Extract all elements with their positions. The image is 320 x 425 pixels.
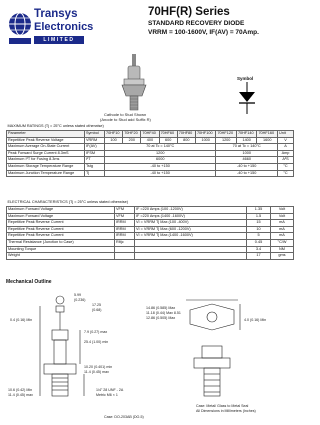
row-unit: °C — [278, 170, 294, 177]
max-ratings-table — [6, 124, 294, 177]
table-row — [7, 220, 294, 227]
row-symbol: IRRM — [115, 233, 135, 240]
row-param: Weight — [7, 253, 115, 260]
case-label: Case: DO-203AB (DO-5) — [104, 415, 144, 419]
diode-symbol-icon — [236, 82, 258, 116]
table-row — [7, 157, 294, 164]
table-row — [7, 213, 294, 220]
dim-label: 4.0 (0.16) Min — [244, 318, 267, 322]
dim-label: 10.6 (0.42) Min — [8, 388, 33, 392]
row-unit: °C/W — [271, 240, 294, 247]
row-unit: °C — [278, 164, 294, 171]
row-value-right: 1000 — [216, 150, 278, 157]
col-symbol: Symbol — [85, 131, 105, 138]
row-unit: Amp — [278, 150, 294, 157]
row-unit: mA — [271, 226, 294, 233]
row-value: 1.35 — [247, 207, 271, 214]
table-row — [7, 226, 294, 233]
row-value: 1400 — [236, 137, 257, 144]
row-value: 3.4 — [247, 246, 271, 253]
row-value-left: -40 to +150 — [105, 164, 216, 171]
case-note-1: Case: Metal/ Glass to Metal Seal — [196, 404, 249, 408]
dim-label: 11.4 (0.45) max — [84, 370, 109, 374]
max-ratings-note: (Tj = 25°C unless stated otherwise) — [44, 124, 104, 129]
col-parameter: Parameter — [7, 131, 85, 138]
dim-label: 11.18 (0.44) Max 8.51 — [146, 311, 181, 315]
row-symbol: Rθjc — [115, 240, 135, 247]
row-value: 5 — [247, 233, 271, 240]
col-part: 70HF60 — [159, 131, 177, 138]
series-title: 70HF(R) Series — [148, 6, 230, 18]
col-part: 70HF40 — [141, 131, 159, 138]
row-symbol — [115, 246, 135, 253]
table-row — [7, 246, 294, 253]
dim-label: 1/4" 28 UNF - 2A — [96, 388, 124, 392]
col-part: 70HF120 — [216, 131, 237, 138]
dim-label: 7.9 (0.27) max — [84, 330, 108, 334]
row-param: Peak Forward Surge Current 8.3mS — [7, 150, 85, 157]
row-condition: VI = VRRM Tj Max (600 -1200V) — [135, 226, 247, 233]
company-logo — [6, 6, 102, 50]
row-value: 0.45 — [247, 240, 271, 247]
row-param: Mounting Torque — [7, 246, 115, 253]
electrical-note: (Tj = 25°C unless stated otherwise) — [68, 200, 129, 205]
row-condition — [135, 246, 247, 253]
dim-label: 14.86 (0.585) Max — [146, 306, 176, 310]
row-value: 17 — [247, 253, 271, 260]
row-value-right: -40 to +150 — [216, 170, 278, 177]
row-symbol: IF(AV) — [85, 144, 105, 151]
row-value: 100 — [105, 137, 123, 144]
dim-label: (0.236) — [74, 298, 86, 302]
table-row — [7, 170, 294, 177]
logo-band: LIMITED — [34, 36, 84, 44]
row-value: 200 — [123, 137, 141, 144]
row-condition: IF =220 Amps (1400 -1600V) — [135, 213, 247, 220]
row-param: Repetitive Peak Reverse Current — [7, 233, 115, 240]
table-row — [7, 150, 294, 157]
row-condition: VI = VRRM Tj Max (100 -400V) — [135, 220, 247, 227]
row-param: Maximum Junction Temperature Range — [7, 170, 85, 177]
row-symbol: VFM — [115, 213, 135, 220]
row-param: Thermal Resistance (Junction to Case) — [7, 240, 115, 247]
row-symbol: VRRM — [85, 137, 105, 144]
row-param: Repetitive Peak Reverse Voltage — [7, 137, 85, 144]
logo-name: Transys — [34, 8, 78, 20]
row-value: 10 — [247, 226, 271, 233]
col-part: 70HF20 — [123, 131, 141, 138]
col-part: 70HF100 — [195, 131, 216, 138]
row-value: 15 — [247, 220, 271, 227]
row-condition — [135, 253, 247, 260]
mechanical-title: Mechanical Outline — [6, 279, 52, 285]
row-unit: NM — [271, 246, 294, 253]
row-param: Maximum Forward Voltage — [7, 213, 115, 220]
row-value: 800 — [177, 137, 195, 144]
row-value: 1200 — [216, 137, 237, 144]
row-condition: IF =220 Amps (100 -1200V) — [135, 207, 247, 214]
dim-label: 17.25 — [92, 303, 101, 307]
row-symbol: IFSM — [85, 150, 105, 157]
electrical-title: ELECTRICAL CHARACTERISTICS — [7, 200, 68, 205]
row-symbol: VFM — [115, 207, 135, 214]
diode-photo — [108, 54, 160, 114]
table-row — [7, 164, 294, 171]
table-row — [7, 207, 294, 214]
ratings-line: VRRM = 100-1600V, IF(AV) = 70Amp. — [148, 29, 259, 36]
case-note-2: All Dimensions in Millimeters (Inches) — [196, 409, 256, 413]
dim-label: 5.99 — [74, 293, 81, 297]
row-condition — [135, 240, 247, 247]
col-part: 70HF160 — [257, 131, 278, 138]
table-row — [7, 144, 294, 151]
col-part: 70HF80 — [177, 131, 195, 138]
dim-label: 11.4 (0.45) max — [8, 393, 33, 397]
table-row — [7, 253, 294, 260]
device-caption-1: Cathode to Stud Shown — [104, 112, 147, 117]
max-ratings-title: MAXIMUM RATINGS — [7, 124, 44, 129]
row-value: 1.5 — [247, 213, 271, 220]
row-value-left: 1200 — [105, 150, 216, 157]
table-row — [7, 137, 294, 144]
row-condition: VI = VRRM Tj Max (1400 -1600V) — [135, 233, 247, 240]
dim-label: 10.20 (0.401) min — [84, 365, 113, 369]
row-param: Maximum I²T for Fusing 8.3ms — [7, 157, 85, 164]
row-value: 1000 — [195, 137, 216, 144]
row-param: Repetitive Peak Reverse Current — [7, 226, 115, 233]
subtitle: STANDARD RECOVERY DIODE — [148, 20, 245, 27]
table-row — [7, 233, 294, 240]
row-value: 1600 — [257, 137, 278, 144]
row-param: Maximum Average On-State Current — [7, 144, 85, 151]
row-unit: Volt — [271, 213, 294, 220]
row-param: Maximum Storage Temperature Range — [7, 164, 85, 171]
row-unit: gms — [271, 253, 294, 260]
row-value-right: 4660 — [216, 157, 278, 164]
logo-sub: Electronics — [34, 21, 94, 33]
dim-label: 25.4 (1.00) min — [84, 340, 109, 344]
row-value-right: 70 at Tc = 140°C — [216, 144, 278, 151]
row-unit: A — [278, 144, 294, 151]
row-unit: A²S — [278, 157, 294, 164]
row-value-left: -40 to +150 — [105, 170, 216, 177]
col-unit: Unit — [278, 131, 294, 138]
row-symbol: IRRM — [115, 226, 135, 233]
row-symbol — [115, 253, 135, 260]
table-row — [7, 240, 294, 247]
row-unit: V — [278, 137, 294, 144]
globe-logo-icon — [8, 8, 32, 46]
row-value: 400 — [141, 137, 159, 144]
row-value-left: 6000 — [105, 157, 216, 164]
row-symbol: Tj — [85, 170, 105, 177]
device-caption-2: (Anode to Stud add Suffix R) — [100, 117, 151, 122]
row-param: Repetitive Peak Reverse Current — [7, 220, 115, 227]
row-value-left: 70 at Tc = 140°C — [105, 144, 216, 151]
col-part: 70HF10 — [105, 131, 123, 138]
row-param: Maximum Forward Voltage — [7, 207, 115, 214]
dim-label: 12.86 (0.505) Max — [146, 316, 176, 320]
row-value-right: -40 to +150 — [216, 164, 278, 171]
dim-label: 0.4 (0.16) Min — [10, 318, 33, 322]
dim-label: (0.68) — [92, 308, 102, 312]
electrical-table — [6, 200, 294, 260]
row-symbol: IRRM — [115, 220, 135, 227]
dim-label: Metric M6 × 1 — [96, 393, 118, 397]
row-value: 600 — [159, 137, 177, 144]
symbol-label: Symbol — [237, 76, 254, 81]
row-unit: mA — [271, 220, 294, 227]
row-unit: Volt — [271, 207, 294, 214]
row-unit: mA — [271, 233, 294, 240]
col-part: 70HF140 — [236, 131, 257, 138]
row-symbol: Tstg — [85, 164, 105, 171]
row-symbol: I²T — [85, 157, 105, 164]
